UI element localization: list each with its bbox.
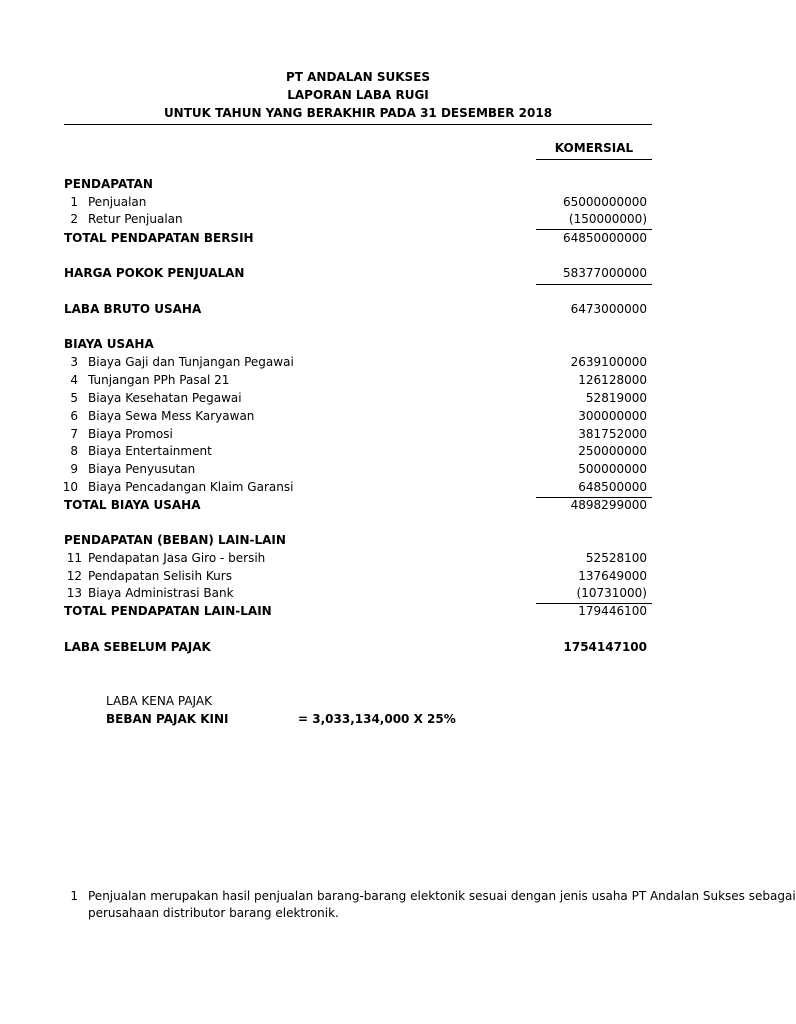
item-number: 9 [70,462,78,476]
item-label: Pendapatan Jasa Giro - bersih [88,551,266,565]
item-value: 52528100 [585,551,647,565]
item-number: 3 [70,355,78,369]
item-number: 13 [66,586,82,600]
item-number: 1 [70,195,78,209]
footnote-line-2: perusahaan distributor barang elektronik. [88,906,339,920]
item-value: 500000000 [578,462,647,476]
footnote-line-1: Penjualan merupakan hasil penjualan barang-barang elektonik sesuai dengan jenis usaha PT Andalan Sukses sebagai [88,889,796,903]
total-lain-lain-value: 179446100 [578,604,647,618]
item-number: 7 [70,427,78,441]
total-biaya-usaha-value: 4898299000 [570,498,647,512]
item-value: 65000000000 [563,195,647,209]
item-number: 2 [70,212,78,226]
item-label: Biaya Pencadangan Klaim Garansi [88,480,294,494]
item-value: 648500000 [578,480,647,494]
item-label: Biaya Penyusutan [88,462,196,476]
item-label: Biaya Sewa Mess Karyawan [88,409,255,423]
item-value: 250000000 [578,444,647,458]
item-value: 126128000 [578,373,647,387]
column-header: KOMERSIAL [554,141,634,155]
item-number: 12 [66,569,82,583]
item-number: 4 [70,373,78,387]
item-value: 381752000 [578,427,647,441]
subtotal-line [536,284,652,285]
hpp-label: HARGA POKOK PENJUALAN [64,266,245,280]
item-label: Penjualan [88,195,147,209]
item-value: 52819000 [585,391,647,405]
hpp-value: 58377000000 [563,266,647,280]
beban-pajak-kini-label: BEBAN PAJAK KINI [106,712,229,726]
total-pendapatan-value: 64850000000 [563,231,647,245]
laba-sebelum-pajak-label: LABA SEBELUM PAJAK [64,640,211,654]
laba-bruto-value: 6473000000 [570,302,647,316]
column-underline [536,159,652,160]
item-value: 137649000 [578,569,647,583]
laba-bruto-label: LABA BRUTO USAHA [64,302,202,316]
subtotal-line [536,229,652,230]
item-number: 6 [70,409,78,423]
item-label: Biaya Entertainment [88,444,212,458]
item-value: (150000000) [568,212,647,226]
item-number: 8 [70,444,78,458]
company-name: PT ANDALAN SUKSES [285,70,431,84]
item-number: 5 [70,391,78,405]
total-biaya-usaha-label: TOTAL BIAYA USAHA [64,498,201,512]
item-label: Biaya Gaji dan Tunjangan Pegawai [88,355,294,369]
section-heading-lain-lain: PENDAPATAN (BEBAN) LAIN-LAIN [64,533,286,547]
total-pendapatan-label: TOTAL PENDAPATAN BERSIH [64,231,254,245]
item-label: Pendapatan Selisih Kurs [88,569,232,583]
item-label: Retur Penjualan [88,212,183,226]
item-number: 10 [62,480,78,494]
beban-pajak-formula: = 3,033,134,000 X 25% [298,712,456,726]
section-heading-pendapatan: PENDAPATAN [64,177,153,191]
item-label: Tunjangan PPh Pasal 21 [88,373,230,387]
section-heading-biaya-usaha: BIAYA USAHA [64,337,154,351]
item-value: (10731000) [576,586,647,600]
item-label: Biaya Kesehatan Pegawai [88,391,242,405]
total-lain-lain-label: TOTAL PENDAPATAN LAIN-LAIN [64,604,272,618]
item-value: 300000000 [578,409,647,423]
item-value: 2639100000 [570,355,647,369]
item-label: Biaya Promosi [88,427,173,441]
footnote-number: 1 [70,889,78,903]
header-divider [64,124,652,125]
report-title: LAPORAN LABA RUGI [287,88,429,102]
report-period: UNTUK TAHUN YANG BERAKHIR PADA 31 DESEMBER 2018 [163,106,553,120]
laba-sebelum-pajak-value: 1754147100 [563,640,647,654]
item-number: 11 [66,551,82,565]
laba-kena-pajak-label: LABA KENA PAJAK [106,694,212,708]
item-label: Biaya Administrasi Bank [88,586,234,600]
